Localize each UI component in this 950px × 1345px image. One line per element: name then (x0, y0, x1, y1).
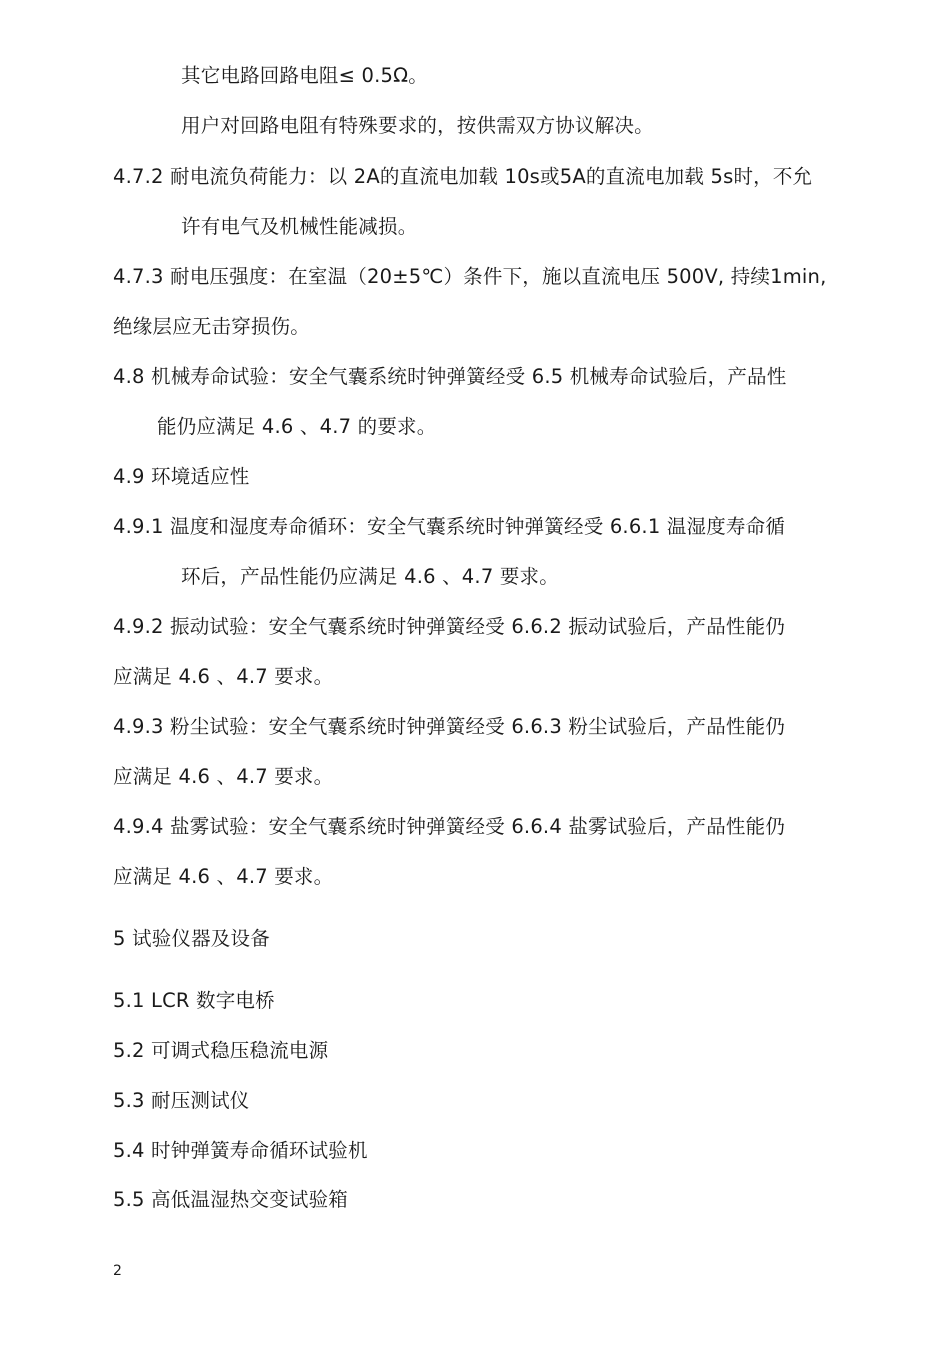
clause-4-7-2-continued: 许有电气及机械性能减损。 (181, 215, 418, 238)
item-5-4: 5.4 时钟弹簧寿命循环试验机 (113, 1139, 368, 1162)
clause-4-9-2-continued: 应满足 4.6 、4.7 要求。 (113, 665, 334, 688)
clause-4-8: 4.8 机械寿命试验：安全气囊系统时钟弹簧经受 6.5 机械寿命试验后，产品性 (113, 365, 787, 388)
clause-4-9: 4.9 环境适应性 (113, 465, 250, 488)
item-5-2: 5.2 可调式稳压稳流电源 (113, 1039, 329, 1062)
section-5-heading: 5 试验仪器及设备 (113, 927, 270, 950)
clause-4-9-2: 4.9.2 振动试验：安全气囊系统时钟弹簧经受 6.6.2 振动试验后，产品性能仍 (113, 615, 786, 638)
clause-4-7-2: 4.7.2 耐电流负荷能力：以 2A的直流电加载 10s或5A的直流电加载 5s时，不允 (113, 165, 813, 188)
clause-4-9-3-continued: 应满足 4.6 、4.7 要求。 (113, 765, 334, 788)
page-number: 2 (113, 1263, 122, 1279)
clause-4-9-3: 4.9.3 粉尘试验：安全气囊系统时钟弹簧经受 6.6.3 粉尘试验后，产品性能仍 (113, 715, 786, 738)
item-5-5: 5.5 高低温湿热交变试验箱 (113, 1188, 349, 1211)
clause-4-8-continued: 能仍应满足 4.6 、4.7 的要求。 (157, 415, 437, 438)
clause-4-9-1: 4.9.1 温度和湿度寿命循环：安全气囊系统时钟弹簧经受 6.6.1 温湿度寿命循 (113, 515, 786, 538)
clause-4-7-3: 4.7.3 耐电压强度：在室温（20±5℃）条件下，施以直流电压 500V, 持续1min, (113, 265, 827, 288)
clause-4-9-4: 4.9.4 盐雾试验：安全气囊系统时钟弹簧经受 6.6.4 盐雾试验后，产品性能仍 (113, 815, 786, 838)
clause-4-9-4-continued: 应满足 4.6 、4.7 要求。 (113, 865, 334, 888)
text-line-resistance-other: 其它电路回路电阻≤ 0.5Ω。 (181, 64, 428, 87)
clause-4-7-3-continued: 绝缘层应无击穿损伤。 (113, 315, 311, 338)
item-5-3: 5.3 耐压测试仪 (113, 1089, 250, 1112)
text-line-user-requirement: 用户对回路电阻有特殊要求的，按供需双方协议解决。 (181, 114, 654, 137)
clause-4-9-1-continued: 环后，产品性能仍应满足 4.6 、4.7 要求。 (181, 565, 559, 588)
item-5-1: 5.1 LCR 数字电桥 (113, 989, 275, 1012)
